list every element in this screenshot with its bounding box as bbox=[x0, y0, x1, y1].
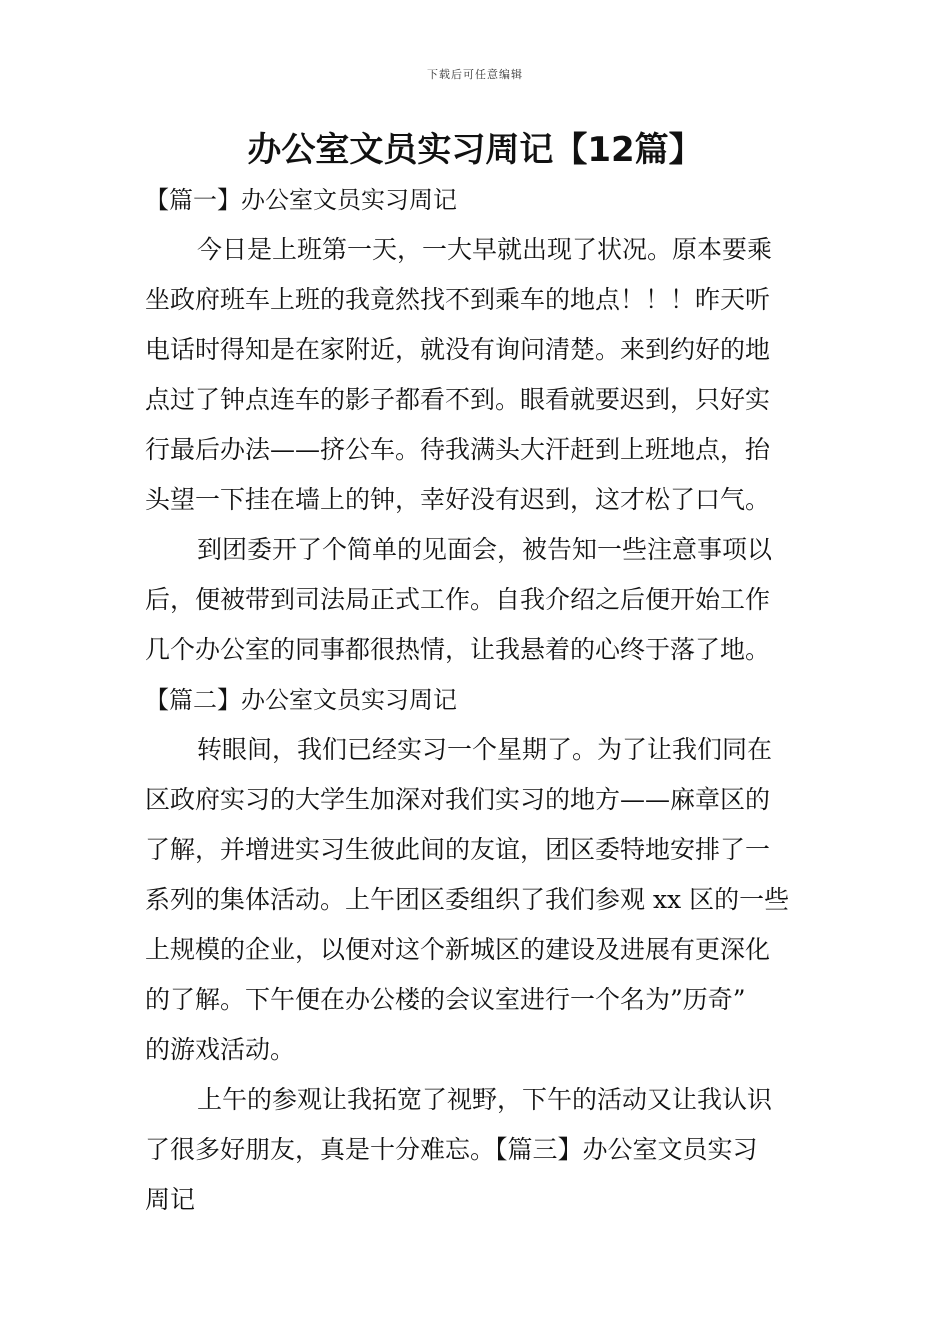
section-heading-2: 【篇二】办公室文员实习周记 bbox=[145, 686, 457, 714]
paragraph-line: 头望一下挂在墙上的钟，幸好没有迟到，这才松了口气。 bbox=[145, 485, 771, 514]
paragraph-line: 几个办公室的同事都很热情，让我悬着的心终于落了地。 bbox=[145, 635, 771, 664]
paragraph-line: 电话时得知是在家附近，就没有询问清楚。来到约好的地 bbox=[145, 335, 771, 364]
paragraph-line: 上午的参观让我拓宽了视野，下午的活动又让我认识 bbox=[197, 1085, 773, 1114]
paragraph-line: 后，便被带到司法局正式工作。自我介绍之后便开始工作 bbox=[145, 585, 771, 614]
document-body bbox=[145, 175, 807, 1225]
header-note: 下载后可任意编辑 bbox=[427, 68, 523, 81]
paragraph-line: 行最后办法——挤公车。待我满头大汗赶到上班地点，抬 bbox=[145, 435, 771, 464]
paragraph-line: 了解，并增进实习生彼此间的友谊，团区委特地安排了一 bbox=[145, 835, 771, 864]
paragraph-line: 区政府实习的大学生加深对我们实习的地方——麻章区的 bbox=[145, 785, 771, 814]
paragraph-line: 了很多好朋友，真是十分难忘。【篇三】办公室文员实习 bbox=[145, 1135, 758, 1164]
section-heading-1: 【篇一】办公室文员实习周记 bbox=[145, 186, 457, 214]
paragraph-line: 上规模的企业，以便对这个新城区的建设及进展有更深化 bbox=[145, 935, 771, 964]
paragraph-line: 点过了钟点连车的影子都看不到。眼看就要迟到，只好实 bbox=[145, 385, 771, 414]
paragraph-line: 的游戏活动。 bbox=[145, 1035, 296, 1064]
document-title: 办公室文员实习周记【12篇】 bbox=[247, 130, 703, 170]
paragraph-line: 今日是上班第一天，一大早就出现了状况。原本要乘 bbox=[197, 235, 773, 264]
paragraph-line: 转眼间，我们已经实习一个星期了。为了让我们同在 bbox=[197, 735, 773, 764]
paragraph-line: 的了解。下午便在办公楼的会议室进行一个名为”历奇” bbox=[145, 985, 746, 1014]
paragraph-line: 周记 bbox=[145, 1185, 196, 1214]
paragraph-line: 坐政府班车上班的我竟然找不到乘车的地点！！！昨天听 bbox=[145, 285, 771, 314]
paragraph-line: 到团委开了个简单的见面会，被告知一些注意事项以 bbox=[197, 535, 773, 564]
paragraph-line: 系列的集体活动。上午团区委组织了我们参观 xx 区的一些 bbox=[145, 885, 790, 914]
